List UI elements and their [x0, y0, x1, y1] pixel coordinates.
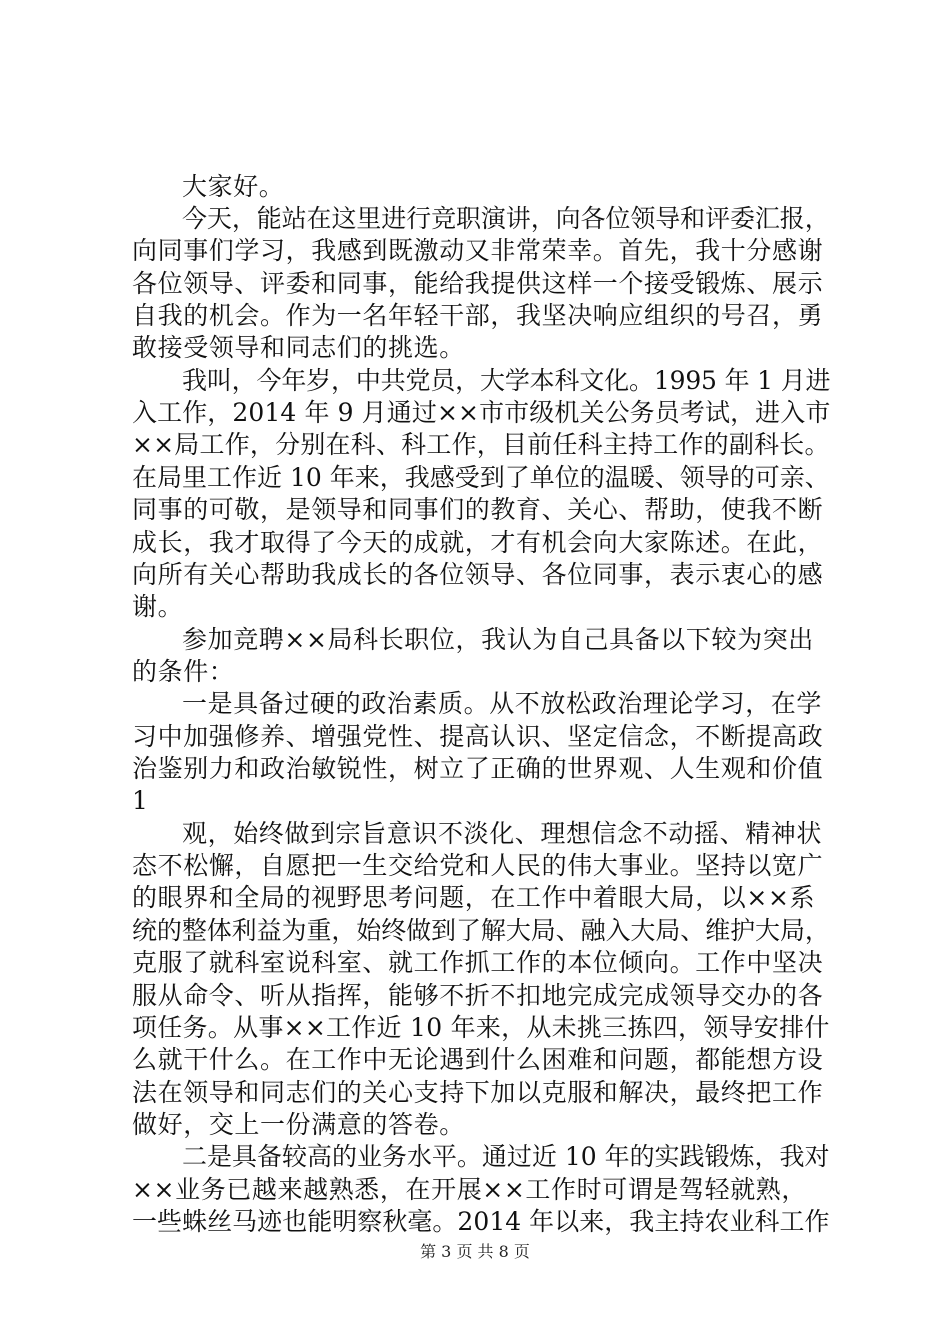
text-line: 治鉴别力和政治敏锐性，树立了正确的世界观、人生观和价值: [132, 754, 824, 783]
text-line: 敢接受领导和同志们的挑选。: [132, 333, 465, 363]
text-line: 我叫，今年岁，中共党员，大学本科文化。1995 年 1 月进: [182, 365, 831, 395]
text-line: 大家好。: [182, 171, 285, 201]
page-footer: 第 3 页 共 8 页: [420, 1242, 530, 1261]
text-line: 观，始终做到宗旨意识不淡化、理想信念不动摇、精神状: [182, 818, 823, 848]
text-line: 参加竞聘××局科长职位，我认为自己具备以下较为突出: [182, 624, 814, 654]
text-line: ××业务已越来越熟悉，在开展××工作时可谓是驾轻就熟，: [132, 1174, 807, 1204]
text-line: 态不松懈，自愿把一生交给党和人民的伟大事业。坚持以宽广: [132, 851, 824, 881]
text-line: 二是具备较高的业务水平。通过近 10 年的实践锻炼，我对: [182, 1142, 830, 1172]
text-line: 法在领导和同志们的关心支持下加以克服和解决，最终把工作: [132, 1077, 824, 1107]
text-line: 一是具备过硬的政治素质。从不放松政治理论学习，在学: [182, 689, 823, 719]
text-line: 的条件：: [132, 656, 235, 686]
text-line: 今天，能站在这里进行竞职演讲，向各位领导和评委汇报，: [182, 203, 830, 233]
text-line: 自我的机会。作为一名年轻干部，我坚决响应组织的号召，勇: [132, 301, 824, 331]
text-line: 成长，我才取得了今天的成就，才有机会向大家陈述。在此，: [132, 527, 824, 557]
text-line: 在局里工作近 10 年来，我感受到了单位的温暖、领导的可亲、: [132, 462, 830, 492]
text-line: 项任务。从事××工作近 10 年来，从未挑三拣四，领导安排什: [132, 1012, 830, 1042]
text-line: 统的整体利益为重，始终做到了解大局、融入大局、维护大局，: [132, 915, 830, 945]
text-line: ××局工作，分别在科、科工作，目前任科主持工作的副科长。: [132, 430, 830, 460]
text-line: 克服了就科室说科室、就工作抓工作的本位倾向。工作中坚决: [132, 948, 824, 978]
text-line: 习中加强修养、增强党性、提高认识、坚定信念，不断提高政: [132, 721, 824, 751]
inline-page-number: 1: [132, 786, 148, 816]
text-line: 同事的可敬，是领导和同事们的教育、关心、帮助，使我不断: [132, 495, 824, 525]
text-line: 谢。: [132, 592, 184, 622]
text-line: 一些蛛丝马迹也能明察秋毫。2014 年以来，我主持农业科工作: [132, 1207, 830, 1236]
text-line: 的眼界和全局的视野思考问题，在工作中着眼大局，以××系: [132, 883, 816, 913]
text-line: 做好，交上一份满意的答卷。: [132, 1109, 465, 1139]
text-line: 服从命令、听从指挥，能够不折不扣地完成完成领导交办的各: [132, 980, 824, 1010]
text-line: 向所有关心帮助我成长的各位领导、各位同事，表示衷心的感: [132, 559, 824, 589]
text-line: 各位领导、评委和同事，能给我提供这样一个接受锻炼、展示: [132, 268, 824, 298]
text-line: 么就干什么。在工作中无论遇到什么困难和问题，都能想方设: [132, 1045, 824, 1075]
text-line: 入工作，2014 年 9 月通过××市市级机关公务员考试，进入市: [132, 398, 831, 428]
text-line: 向同事们学习，我感到既激动又非常荣幸。首先，我十分感谢: [132, 236, 824, 266]
